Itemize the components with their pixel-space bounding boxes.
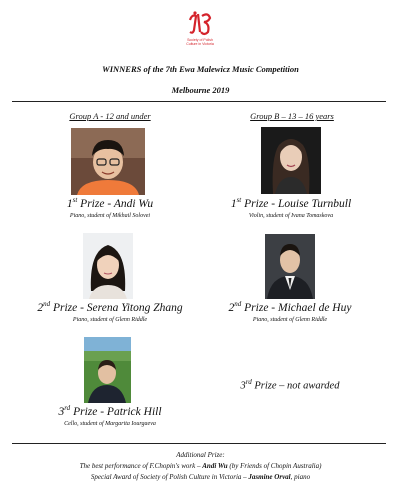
prize-b1-label: Prize - Louise Turnbull bbox=[241, 197, 352, 210]
prize-b2-suffix: nd bbox=[234, 300, 242, 308]
prize-b3-suffix: rd bbox=[245, 378, 252, 386]
line-1-text: The best performance of F.Chopin's work – bbox=[79, 462, 203, 470]
line-2-winner: Jasmine Orval bbox=[248, 473, 291, 481]
prize-b2-ordinal: 2 bbox=[228, 301, 235, 314]
prize-b3-ordinal: 3 bbox=[240, 380, 246, 392]
line-2-text: Special Award of Society of Polish Culture in Victoria – bbox=[90, 473, 249, 481]
line-1-winner: Andi Wu bbox=[202, 462, 228, 470]
prize-a1-suffix: st bbox=[72, 196, 78, 204]
prize-a2-ordinal: 2 bbox=[37, 301, 44, 314]
additional-prize-line-2 bbox=[0, 473, 401, 481]
top-divider bbox=[12, 101, 386, 102]
prize-a1 bbox=[40, 196, 180, 210]
logo-mark-icon bbox=[186, 10, 214, 38]
prize-b2-note: Piano, student of Glenn Riddle bbox=[252, 317, 328, 323]
prize-b2-label: Prize - Michael de Huy bbox=[241, 301, 352, 314]
prize-a2-note: Piano, student of Glenn Riddle bbox=[72, 317, 148, 323]
logo-text-line-2: Culture in Victoria bbox=[186, 42, 214, 46]
prize-a3-suffix: rd bbox=[64, 404, 71, 412]
prize-a2-suffix: nd bbox=[43, 300, 51, 308]
line-1-sponsor: (by Friends of Chopin Australia) bbox=[227, 462, 322, 470]
group-a-heading: Group A - 12 and under bbox=[69, 111, 151, 121]
photo-andi-wu bbox=[71, 128, 145, 195]
additional-prize-line-1 bbox=[0, 462, 401, 470]
society-logo bbox=[182, 10, 218, 56]
logo-text-line-1: Society of Polish bbox=[187, 38, 213, 42]
prize-b1-ordinal: 1 bbox=[230, 197, 237, 210]
photo-louise-turnbull bbox=[261, 127, 321, 194]
prize-a3 bbox=[40, 404, 180, 418]
prize-b1-suffix: st bbox=[236, 196, 242, 204]
prize-a2-label: Prize - Serena Yitong Zhang bbox=[50, 301, 183, 314]
photo-michael-de-huy bbox=[265, 234, 315, 299]
page-title: WINNERS of the 7th Ewa Malewicz Music Competition bbox=[102, 64, 299, 74]
line-2-instrument: , piano bbox=[290, 473, 311, 481]
prize-a2 bbox=[20, 300, 200, 314]
group-b-heading: Group B – 13 – 16 years bbox=[250, 111, 334, 121]
logo-text bbox=[182, 38, 218, 46]
prize-a1-note: Piano, student of Mikhail Solovei bbox=[69, 213, 151, 219]
prize-b1-note: Violin, student of Ivana Tomaskova bbox=[248, 213, 334, 219]
additional-prize-heading: Additional Prize: bbox=[176, 451, 225, 459]
prize-b1 bbox=[216, 196, 366, 210]
prize-a3-label: Prize - Patrick Hill bbox=[70, 405, 162, 418]
photo-patrick-hill bbox=[84, 337, 131, 403]
prize-a3-ordinal: 3 bbox=[58, 405, 65, 418]
prize-b3 bbox=[215, 378, 365, 392]
prize-a1-label: Prize - Andi Wu bbox=[77, 197, 154, 210]
prize-b2 bbox=[215, 300, 365, 314]
prize-b3-label: Prize – not awarded bbox=[251, 380, 340, 392]
prize-a3-note: Cello, student of Margarita Iourgaeva bbox=[64, 421, 156, 427]
prize-a1-ordinal: 1 bbox=[66, 197, 73, 210]
bottom-divider bbox=[12, 443, 386, 444]
photo-serena-yitong-zhang bbox=[83, 233, 133, 299]
page-subtitle: Melbourne 2019 bbox=[171, 85, 230, 95]
